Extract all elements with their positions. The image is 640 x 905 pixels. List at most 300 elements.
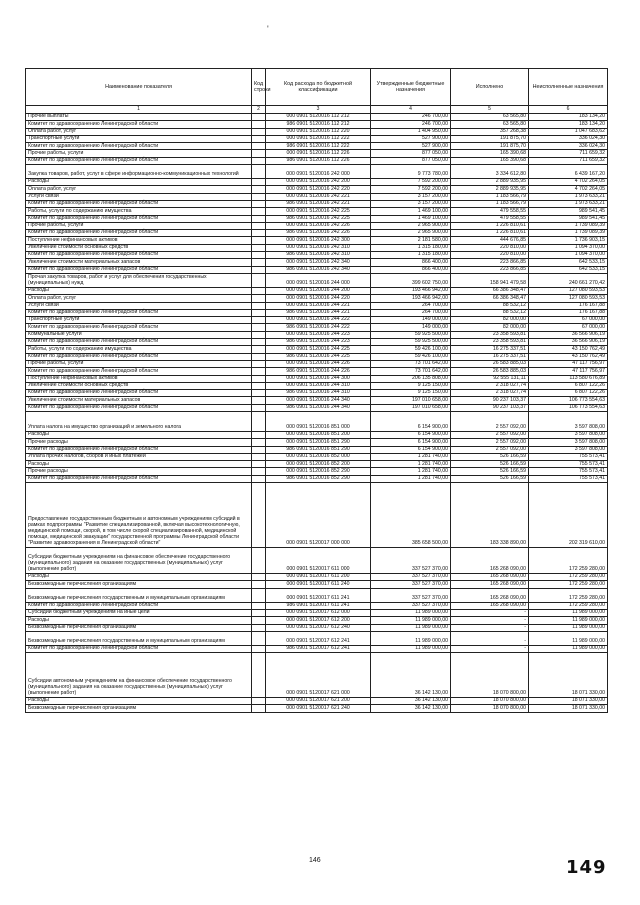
row-approved-cell: 9 125 150,00 [371,390,451,397]
row-code-cell: 000 0901 5120017 611 000 [266,548,371,574]
row-approved-cell: 1 404 950,00 [371,128,451,135]
row-unexecuted-cell: 755 573,41 [529,468,608,475]
row-executed-cell: 165 268 090,00 [451,581,529,588]
row-name-cell: Субсидии бюджетным учреждениям на финансовое обеспечение государственного (муниципального) задания на оказание государственных (муниципальных) услуг (выполнение работ) [26,548,252,574]
row-name-cell: Комитет по здравоохранению Ленинградской области [26,353,252,360]
row-name-cell: Комитет по здравоохранению Ленинградской области [26,368,252,375]
row-unexecuted-cell: 172 259 280,00 [529,588,608,602]
row-approved-cell: 527 900,00 [371,143,451,150]
row-name-cell: Прочие расходы [26,439,252,446]
row-name-cell: Комитет по здравоохранению Ленинградской области [26,324,252,331]
row-stroke-cell [252,468,266,475]
row-name-cell: Комитет по здравоохранению Ленинградской области [26,230,252,237]
table-row [26,360,608,367]
row-executed-cell: 526 166,59 [451,453,529,460]
row-unexecuted-cell: 47 117 756,97 [529,368,608,375]
row-stroke-cell [252,483,266,548]
row-name-cell: Увеличение стоимости материальных запасов [26,397,252,404]
column-number-row [26,106,608,114]
row-name-cell: Увеличение стоимости основных средств [26,382,252,389]
row-stroke-cell [252,653,266,698]
row-code-cell: 000 0901 5120016 852 200 [266,461,371,468]
row-unexecuted-cell: 6 807 122,26 [529,382,608,389]
header-name: Наименование показателя [26,69,252,106]
row-name-cell: Закупка товаров, работ, услуг в сфере информационно-коммуникационных технологий [26,165,252,179]
row-name-cell: Оплата работ, услуг [26,186,252,193]
row-approved-cell: 36 142 130,00 [371,705,451,712]
table-row [26,705,608,712]
row-executed-cell: 2 557 092,00 [451,431,529,438]
row-unexecuted-cell: 18 071 330,00 [529,698,608,705]
row-code-cell: 000 0901 5120016 242 221 [266,193,371,200]
row-executed-cell: - [451,645,529,652]
row-executed-cell: 26 583 885,03 [451,360,529,367]
row-executed-cell: 1 183 566,79 [451,200,529,207]
table-row [26,368,608,375]
row-code-cell: 000 0901 5120017 612 000 [266,609,371,616]
row-stroke-cell [252,382,266,389]
table-row [26,574,608,581]
row-stroke-cell [252,230,266,237]
row-stroke-cell [252,574,266,581]
row-code-cell: 000 0901 5120016 244 310 [266,382,371,389]
row-code-cell: 000 0901 5120016 242 340 [266,259,371,266]
row-stroke-cell [252,609,266,616]
row-approved-cell: 1 315 180,00 [371,244,451,251]
row-executed-cell: 18 070 800,00 [451,698,529,705]
row-unexecuted-cell: 240 661 270,42 [529,273,608,287]
row-approved-cell: 3 157 200,00 [371,193,451,200]
row-executed-cell: 66 386 348,47 [451,287,529,294]
row-approved-cell: 73 701 642,00 [371,360,451,367]
column-number: 3 [266,106,371,114]
row-approved-cell: 399 602 750,00 [371,273,451,287]
row-approved-cell: 337 527 370,00 [371,602,451,609]
table-row [26,179,608,186]
row-code-cell: 986 0901 5120016 244 223 [266,339,371,346]
row-stroke-cell [252,368,266,375]
row-code-cell: 000 0901 5120016 244 340 [266,397,371,404]
row-unexecuted-cell: 172 259 280,00 [529,574,608,581]
row-stroke-cell [252,602,266,609]
row-code-cell: 000 0901 5120016 851 000 [266,411,371,431]
row-executed-cell: 223 866,85 [451,259,529,266]
budget-execution-table [25,68,608,713]
row-name-cell: Расходы [26,461,252,468]
row-unexecuted-cell: 336 024,30 [529,135,608,142]
table-row [26,439,608,446]
row-stroke-cell [252,259,266,266]
row-code-cell: 986 0901 5120016 852 290 [266,475,371,482]
row-unexecuted-cell: 1 973 633,21 [529,200,608,207]
row-approved-cell: 149 000,00 [371,317,451,324]
row-code-cell: 000 0901 5120017 621 240 [266,705,371,712]
table-row [26,653,608,698]
row-executed-cell: 92 555 131,11 [451,375,529,382]
row-unexecuted-cell: 67 000,00 [529,317,608,324]
row-executed-cell: 183 338 890,00 [451,483,529,548]
row-stroke-cell [252,252,266,259]
row-code-cell: 000 0901 5120016 242 226 [266,222,371,229]
table-row [26,475,608,482]
row-approved-cell: 866 400,00 [371,266,451,273]
row-approved-cell: 193 466 942,00 [371,295,451,302]
row-stroke-cell [252,624,266,631]
row-unexecuted-cell: 183 134,20 [529,121,608,128]
row-executed-cell: 444 676,85 [451,237,529,244]
table-row [26,200,608,207]
row-unexecuted-cell: 711 659,32 [529,150,608,157]
row-executed-cell: 82 000,00 [451,324,529,331]
row-executed-cell: 526 166,59 [451,461,529,468]
row-executed-cell: 165 268 090,00 [451,548,529,574]
row-approved-cell: 9 773 780,00 [371,165,451,179]
row-stroke-cell [252,645,266,652]
table-header-row [26,69,608,106]
row-name-cell: Безвозмездные перечисления государственным и муниципальным организациям [26,631,252,645]
row-approved-cell: 11 989 000,00 [371,631,451,645]
row-name-cell: Безвозмездные перечисления государственным и муниципальным организациям [26,588,252,602]
row-name-cell: Комитет по здравоохранению Ленинградской области [26,645,252,652]
table-row [26,548,608,574]
row-approved-cell: 11 989 000,00 [371,624,451,631]
row-code-cell: 000 0901 5120016 851 290 [266,439,371,446]
row-approved-cell: 9 125 150,00 [371,382,451,389]
row-stroke-cell [252,266,266,273]
table-row [26,273,608,287]
row-unexecuted-cell: 11 989 000,00 [529,609,608,616]
row-executed-cell: 223 866,85 [451,266,529,273]
row-executed-cell: - [451,617,529,624]
row-executed-cell: 526 166,59 [451,475,529,482]
row-unexecuted-cell: 43 150 762,49 [529,353,608,360]
row-executed-cell: 23 358 593,81 [451,331,529,338]
row-executed-cell: 23 358 593,81 [451,339,529,346]
table-row [26,431,608,438]
row-stroke-cell [252,193,266,200]
row-approved-cell: 11 989 000,00 [371,609,451,616]
row-code-cell: 000 0901 5120016 244 225 [266,346,371,353]
table-row [26,114,608,121]
header-unexecuted: Неисполненные назначения [529,69,608,106]
table-row [26,252,608,259]
row-approved-cell: 337 527 370,00 [371,581,451,588]
row-code-cell: 986 0901 5120017 612 241 [266,645,371,652]
row-code-cell: 000 0901 5120016 112 212 [266,114,371,121]
row-stroke-cell [252,431,266,438]
row-stroke-cell [252,475,266,482]
row-code-cell: 986 0901 5120016 244 310 [266,390,371,397]
row-approved-cell: 206 135 808,00 [371,375,451,382]
row-stroke-cell [252,617,266,624]
row-name-cell: Комитет по здравоохранению Ленинградской области [26,309,252,316]
row-name-cell: Комитет по здравоохранению Ленинградской области [26,143,252,150]
row-name-cell: Услуги связи [26,193,252,200]
row-unexecuted-cell: 755 573,41 [529,461,608,468]
row-executed-cell: 2 557 092,00 [451,439,529,446]
row-stroke-cell [252,705,266,712]
table-row [26,266,608,273]
table-row [26,230,608,237]
row-code-cell: 986 0901 5120016 851 290 [266,446,371,453]
row-unexecuted-cell: 172 259 280,00 [529,581,608,588]
row-unexecuted-cell: 3 597 808,00 [529,446,608,453]
row-approved-cell: 1 469 100,00 [371,208,451,215]
row-executed-cell: 165 268 090,00 [451,574,529,581]
row-unexecuted-cell: 43 150 762,49 [529,346,608,353]
row-code-cell: 986 0901 5120016 112 222 [266,143,371,150]
row-executed-cell: 2 557 092,00 [451,411,529,431]
row-name-cell: Комитет по здравоохранению Ленинградской области [26,404,252,411]
table-row [26,135,608,142]
row-name-cell: Работы, услуги по содержанию имущества [26,346,252,353]
row-name-cell: Прочие работы, услуги [26,150,252,157]
row-stroke-cell [252,302,266,309]
row-code-cell: 986 0901 5120016 112 226 [266,157,371,164]
row-unexecuted-cell: 989 541,45 [529,215,608,222]
row-name-cell: Комитет по здравоохранению Ленинградской области [26,475,252,482]
row-executed-cell: 16 275 337,51 [451,346,529,353]
row-stroke-cell [252,461,266,468]
row-stroke-cell [252,121,266,128]
row-code-cell: 986 0901 5120016 242 340 [266,266,371,273]
row-executed-cell: 26 583 885,03 [451,368,529,375]
row-stroke-cell [252,157,266,164]
row-unexecuted-cell: 1 973 633,21 [529,193,608,200]
row-code-cell: 000 0901 5120016 244 226 [266,360,371,367]
row-code-cell: 986 0901 5120016 242 226 [266,230,371,237]
column-number: 4 [371,106,451,114]
row-code-cell: 986 0901 5120016 244 226 [266,368,371,375]
row-unexecuted-cell: 36 566 906,19 [529,331,608,338]
table-row [26,581,608,588]
row-unexecuted-cell: 67 000,00 [529,324,608,331]
row-code-cell: 000 0901 5120017 621 200 [266,698,371,705]
header-approved: Утвержденные бюджетные назначения [371,69,451,106]
row-stroke-cell [252,317,266,324]
row-executed-cell: 16 275 337,51 [451,353,529,360]
row-approved-cell: 1 281 740,00 [371,475,451,482]
row-stroke-cell [252,215,266,222]
row-executed-cell: 88 532,12 [451,309,529,316]
row-stroke-cell [252,287,266,294]
table-row [26,631,608,645]
row-executed-cell: 165 268 090,00 [451,602,529,609]
row-approved-cell: 6 154 900,00 [371,431,451,438]
table-body [26,114,608,713]
row-code-cell: 000 0901 5120017 621 000 [266,653,371,698]
row-stroke-cell [252,439,266,446]
row-name-cell: Расходы [26,574,252,581]
table-row [26,390,608,397]
row-executed-cell: 220 810,00 [451,244,529,251]
row-approved-cell: 6 154 900,00 [371,439,451,446]
row-code-cell: 000 0901 5120016 244 220 [266,295,371,302]
row-approved-cell: 59 925 500,00 [371,331,451,338]
row-executed-cell: 165 390,68 [451,157,529,164]
row-unexecuted-cell: 755 573,41 [529,475,608,482]
row-stroke-cell [252,244,266,251]
row-stroke-cell [252,114,266,121]
row-executed-cell: 18 070 800,00 [451,653,529,698]
table-row [26,483,608,548]
row-executed-cell: 63 565,80 [451,121,529,128]
row-unexecuted-cell: 3 597 808,00 [529,411,608,431]
table-row [26,346,608,353]
row-unexecuted-cell: 1 739 089,39 [529,230,608,237]
row-stroke-cell [252,446,266,453]
row-stroke-cell [252,411,266,431]
table-row [26,317,608,324]
row-approved-cell: 2 965 900,00 [371,222,451,229]
row-name-cell: Расходы [26,698,252,705]
row-code-cell: 000 0901 5120016 852 290 [266,468,371,475]
row-approved-cell: 246 700,00 [371,121,451,128]
row-stroke-cell [252,222,266,229]
table-row [26,588,608,602]
row-unexecuted-cell: 202 319 610,00 [529,483,608,548]
row-code-cell: 000 0901 5120016 244 221 [266,302,371,309]
row-approved-cell: 197 010 658,00 [371,397,451,404]
row-code-cell: 000 0901 5120017 612 200 [266,617,371,624]
row-executed-cell: 90 237 103,37 [451,397,529,404]
row-approved-cell: 7 592 200,00 [371,179,451,186]
row-approved-cell: 149 000,00 [371,324,451,331]
row-name-cell: Услуги связи [26,302,252,309]
row-stroke-cell [252,200,266,207]
header-stroke-code: Код строки [252,69,266,106]
row-stroke-cell [252,324,266,331]
row-code-cell: 000 0901 5120016 112 222 [266,135,371,142]
row-unexecuted-cell: 6 439 167,20 [529,165,608,179]
row-unexecuted-cell: 6 807 122,26 [529,390,608,397]
row-name-cell: Поступление нефинансовых активов [26,375,252,382]
row-stroke-cell [252,353,266,360]
row-approved-cell: 11 989 000,00 [371,617,451,624]
row-executed-cell: 479 558,55 [451,215,529,222]
row-stroke-cell [252,548,266,574]
table-row [26,609,608,616]
row-name-cell: Расходы [26,287,252,294]
row-unexecuted-cell: 18 071 330,00 [529,705,608,712]
row-name-cell: Увеличение стоимости основных средств [26,244,252,251]
row-code-cell: 986 0901 5120016 244 222 [266,324,371,331]
row-unexecuted-cell: 106 773 554,63 [529,404,608,411]
row-unexecuted-cell: 11 989 000,00 [529,617,608,624]
row-approved-cell: 36 142 130,00 [371,653,451,698]
row-code-cell: 000 0901 5120016 242 225 [266,208,371,215]
row-unexecuted-cell: 1 094 370,00 [529,252,608,259]
row-name-cell: Прочие работы, услуги [26,222,252,229]
row-unexecuted-cell: 113 580 676,89 [529,375,608,382]
row-executed-cell: 191 875,70 [451,143,529,150]
row-name-cell: Работы, услуги по содержанию имущества [26,208,252,215]
row-unexecuted-cell: 336 024,30 [529,143,608,150]
row-code-cell: 000 0901 5120016 242 000 [266,165,371,179]
row-name-cell: Уплата налога на имущество организаций и земельного налога [26,411,252,431]
header-executed: Исполнено [451,69,529,106]
row-approved-cell: 877 050,00 [371,157,451,164]
row-code-cell: 000 0901 5120016 242 300 [266,237,371,244]
row-unexecuted-cell: 642 533,15 [529,259,608,266]
row-unexecuted-cell: 3 597 808,00 [529,431,608,438]
row-name-cell: Оплата работ, услуг [26,128,252,135]
row-name-cell: Прочие работы, услуги [26,360,252,367]
row-code-cell: 000 0901 5120016 244 300 [266,375,371,382]
row-code-cell: 000 0901 5120017 611 200 [266,574,371,581]
table-row [26,645,608,652]
row-code-cell: 986 0901 5120016 244 225 [266,353,371,360]
row-name-cell: Комитет по здравоохранению Ленинградской области [26,446,252,453]
row-stroke-cell [252,339,266,346]
row-stroke-cell [252,186,266,193]
row-approved-cell: 1 315 180,00 [371,252,451,259]
row-stroke-cell [252,631,266,645]
row-stroke-cell [252,404,266,411]
row-unexecuted-cell: 1 736 903,15 [529,237,608,244]
row-unexecuted-cell: 106 773 554,63 [529,397,608,404]
header-expense-code: Код расхода по бюджетной классификации [266,69,371,106]
row-name-cell: Безвозмездные перечисления организациям [26,581,252,588]
table-row [26,461,608,468]
row-approved-cell: 1 469 100,00 [371,215,451,222]
row-executed-cell: 1 183 566,79 [451,193,529,200]
row-name-cell: Комитет по здравоохранению Ленинградской области [26,339,252,346]
row-unexecuted-cell: 642 533,15 [529,266,608,273]
column-number: 5 [451,106,529,114]
table-row [26,157,608,164]
page-number: 146 [309,857,321,864]
row-executed-cell: 1 226 810,61 [451,222,529,229]
row-name-cell: Оплата работ, услуг [26,295,252,302]
row-unexecuted-cell: 755 573,41 [529,453,608,460]
row-approved-cell: 1 281 740,00 [371,461,451,468]
row-stroke-cell [252,135,266,142]
row-code-cell: 000 0901 5120017 612 241 [266,631,371,645]
row-stroke-cell [252,143,266,150]
row-code-cell: 986 0901 5120016 244 221 [266,309,371,316]
table-row [26,165,608,179]
row-name-cell: Увеличение стоимости материальных запасов [26,259,252,266]
row-stroke-cell [252,128,266,135]
row-unexecuted-cell: 36 566 906,19 [529,339,608,346]
row-executed-cell: - [451,609,529,616]
table-row [26,295,608,302]
row-name-cell: Субсидии бюджетным учреждениям на иные цели [26,609,252,616]
row-unexecuted-cell: 3 597 808,00 [529,439,608,446]
row-unexecuted-cell: 172 259 280,00 [529,548,608,574]
row-executed-cell: 1 226 810,61 [451,230,529,237]
row-approved-cell: 264 700,00 [371,302,451,309]
row-name-cell: Комитет по здравоохранению Ленинградской области [26,266,252,273]
row-stroke-cell [252,390,266,397]
row-approved-cell: 11 989 000,00 [371,645,451,652]
table-row [26,624,608,631]
row-approved-cell: 337 527 370,00 [371,548,451,574]
row-stroke-cell [252,208,266,215]
row-approved-cell: 59 426 100,00 [371,353,451,360]
row-code-cell: 986 0901 5120016 242 225 [266,215,371,222]
row-unexecuted-cell: 4 702 264,05 [529,186,608,193]
row-approved-cell: 337 527 370,00 [371,588,451,602]
row-unexecuted-cell: 711 659,32 [529,157,608,164]
row-approved-cell: 197 010 658,00 [371,404,451,411]
top-mark: ' [267,24,269,34]
row-name-cell: Коммунальные услуги [26,331,252,338]
row-approved-cell: 59 925 500,00 [371,339,451,346]
row-unexecuted-cell: 18 071 330,00 [529,653,608,698]
row-approved-cell: 193 466 942,00 [371,287,451,294]
